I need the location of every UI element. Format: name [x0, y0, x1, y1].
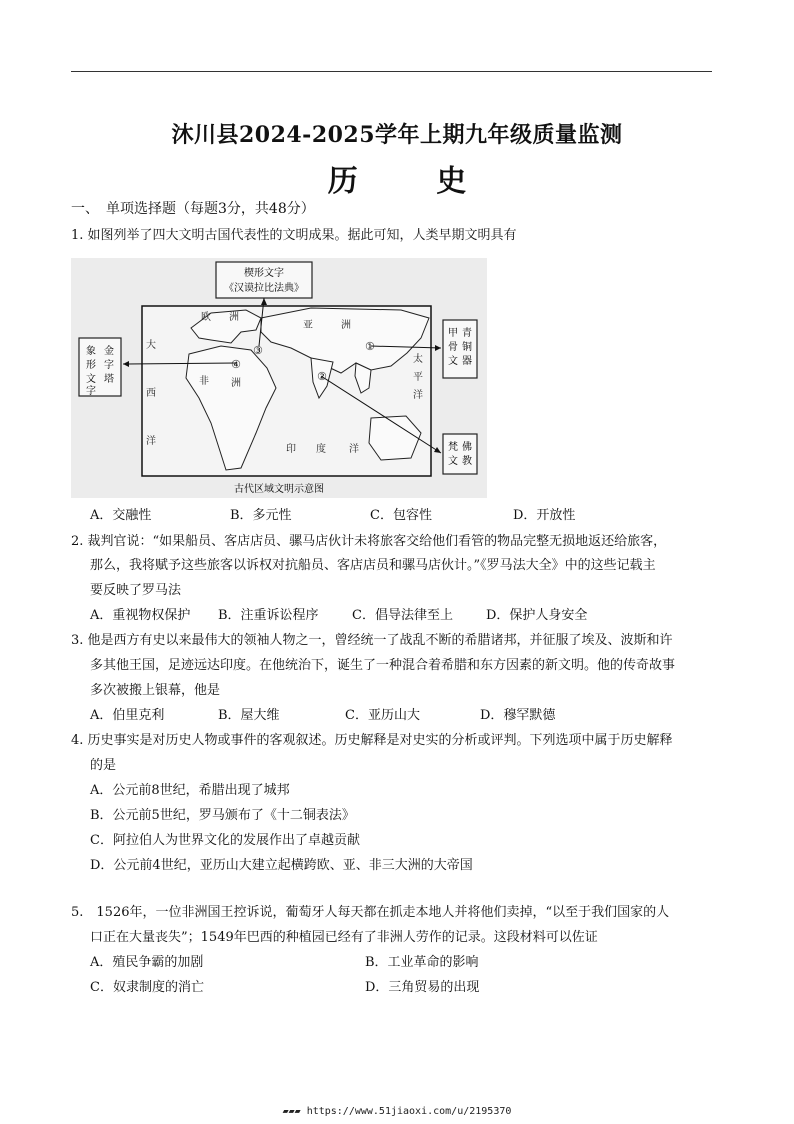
- box-top-line1: 楔形文字: [244, 268, 284, 279]
- label-xi: 西: [146, 388, 156, 399]
- box-rt-b1: 青: [462, 328, 472, 339]
- label-ya: 亚: [303, 320, 313, 331]
- q4-line-2: 的是: [90, 758, 117, 773]
- label-zhou1: 洲: [229, 312, 239, 323]
- q5-option-c[interactable]: C．奴隶制度的消亡: [90, 980, 204, 995]
- box-top-line2: 《汉谟拉比法典》: [224, 283, 304, 294]
- q3-option-b[interactable]: B．屋大维: [218, 708, 280, 723]
- q5-option-a[interactable]: A．殖民争霸的加剧: [90, 955, 204, 970]
- label-tai: 太: [413, 354, 423, 365]
- q2-line-2: 那么，我将赋予这些旅客以诉权对抗船员、客店店员和骡马店伙计。”《罗马法大全》中的这些记载主: [90, 558, 656, 573]
- label-da: 大: [146, 340, 156, 351]
- box-left-col2b: 字: [104, 360, 114, 371]
- label-zhou2: 洲: [341, 320, 351, 331]
- q2-option-c[interactable]: C．倡导法律至上: [352, 608, 453, 623]
- ancient-civilization-map: [71, 258, 487, 498]
- label-du: 度: [316, 444, 326, 455]
- exam-title: 沐川县2024-2025学年上期九年级质量监测: [171, 122, 623, 148]
- section-heading: 一、 单项选择题（每题3分，共48分）: [71, 201, 315, 217]
- box-rt-b3: 器: [462, 356, 472, 367]
- box-rt-a2: 骨: [448, 342, 458, 353]
- label-yang2: 洋: [349, 444, 359, 455]
- box-rb-a1: 梵: [448, 442, 458, 453]
- box-rb-b1: 佛: [462, 442, 472, 453]
- q2-option-b[interactable]: B．注重诉讼程序: [218, 608, 319, 623]
- q5-line-2: 口正在大量丧失”；1549年巴西的种植园已经有了非洲人劳作的记录。这段材料可以佐证: [90, 930, 598, 945]
- q5-option-b[interactable]: B．工业革命的影响: [365, 955, 479, 970]
- label-zhou3: 洲: [231, 378, 241, 389]
- top-rule: [71, 71, 712, 72]
- marker-2: ②: [317, 370, 327, 383]
- q4-line-1: 4. 历史事实是对历史人物或事件的客观叙述。历史解释是对史实的分析或评判。下列选项中属于历史解释: [71, 733, 673, 748]
- label-fei: 非: [199, 376, 209, 387]
- q3-line-1: 3. 他是西方有史以来最伟大的领袖人物之一，曾经统一了战乱不断的希腊诸邦，并征服了埃及、波斯和许: [71, 633, 673, 648]
- q4-option-c[interactable]: C．阿拉伯人为世界文化的发展作出了卓越贡献: [90, 833, 360, 848]
- q2-line-3: 要反映了罗马法: [90, 583, 182, 598]
- box-left-col1b: 形: [86, 360, 96, 371]
- q3-option-d[interactable]: D．穆罕默德: [480, 708, 556, 723]
- q3-line-2: 多其他王国，足迹远达印度。在他统治下，诞生了一种混合着希腊和东方因素的新文明。他的传奇故事: [90, 658, 676, 673]
- map-caption: 古代区域文明示意图: [234, 484, 324, 495]
- box-left-col1a: 象: [86, 346, 96, 357]
- q4-option-a[interactable]: A．公元前8世纪，希腊出现了城邦: [90, 783, 290, 798]
- marker-3: ③: [253, 344, 263, 357]
- label-ou: 欧: [201, 312, 211, 323]
- q4-option-d[interactable]: D．公元前4世纪，亚历山大建立起横跨欧、亚、非三大洲的大帝国: [90, 858, 473, 873]
- box-rt-b2: 铜: [462, 342, 472, 353]
- box-rt-a3: 文: [448, 356, 458, 367]
- box-left-col2a: 金: [104, 346, 114, 357]
- footer-mark: ▰▰▰: [282, 1106, 307, 1117]
- marker-1: ①: [365, 340, 375, 353]
- label-yang1: 洋: [146, 436, 156, 447]
- subject-title: 历 史: [327, 164, 501, 199]
- label-ping: 平: [413, 372, 423, 383]
- box-rt-a1: 甲: [448, 328, 458, 339]
- q1-option-d[interactable]: D．开放性: [513, 508, 576, 523]
- q5-line-1: 5. 1526年，一位非洲国王控诉说，葡萄牙人每天都在抓走本地人并将他们卖掉，“以至于我们国家的人: [71, 905, 670, 920]
- q1-stem: 1. 如图列举了四大文明古国代表性的文明成果。据此可知，人类早期文明具有: [71, 228, 517, 243]
- q2-option-d[interactable]: D．保护人身安全: [486, 608, 588, 623]
- box-left-col1d: 字: [86, 386, 96, 397]
- q1-option-b[interactable]: B．多元性: [230, 508, 292, 523]
- box-left-col1c: 文: [86, 374, 96, 385]
- q3-option-c[interactable]: C．亚历山大: [345, 708, 420, 723]
- label-yang3: 洋: [413, 390, 423, 401]
- q2-line-1: 2. 裁判官说：“如果船员、客店店员、骡马店伙计未将旅客交给他们看管的物品完整无损地返还给旅客，: [71, 534, 667, 549]
- footer-url-text[interactable]: https://www.51jiaoxi.com/u/2195370: [306, 1106, 512, 1117]
- q5-option-d[interactable]: D．三角贸易的出现: [365, 980, 480, 995]
- box-left-col2c: 塔: [104, 374, 114, 385]
- footer-url[interactable]: [0, 1106, 794, 1117]
- q1-option-c[interactable]: C．包容性: [370, 508, 432, 523]
- label-yin: 印: [286, 444, 296, 455]
- box-rb-b2: 教: [462, 456, 472, 467]
- q3-line-3: 多次被搬上银幕，他是: [90, 683, 221, 698]
- marker-4: ④: [231, 358, 241, 371]
- q2-option-a[interactable]: A．重视物权保护: [90, 608, 191, 623]
- q3-option-a[interactable]: A．伯里克利: [90, 708, 165, 723]
- box-rb-a2: 文: [448, 456, 458, 467]
- q4-option-b[interactable]: B．公元前5世纪，罗马颁布了《十二铜表法》: [90, 808, 355, 823]
- q1-option-a[interactable]: A．交融性: [90, 508, 152, 523]
